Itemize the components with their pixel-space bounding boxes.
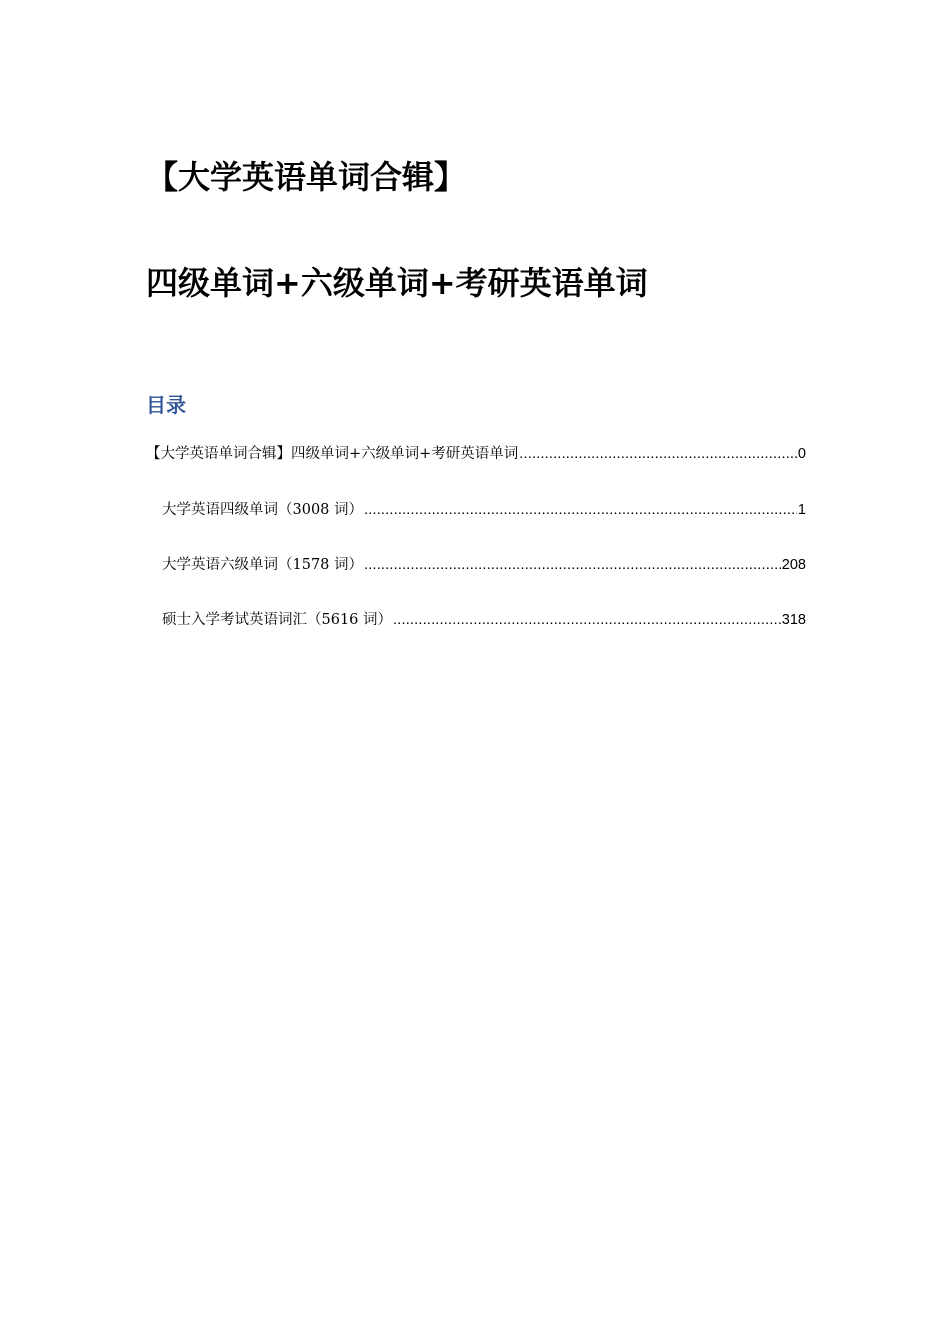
toc-entry-label: 大学英语四级单词（3008 词） [162, 502, 364, 518]
toc-entry[interactable] [162, 610, 806, 630]
toc-heading: 目录 [146, 393, 186, 417]
toc-dot-leader [519, 444, 797, 464]
toc-dot-leader [393, 610, 781, 630]
toc-entry-label: 【大学英语单词合辑】四级单词+六级单词+考研英语单词 [146, 446, 519, 462]
document-title-line-2: 四级单词+六级单词+考研英语单词 [146, 264, 648, 302]
toc-page-number: 0 [797, 446, 806, 462]
toc-entry-label: 硕士入学考试英语词汇（5616 词） [162, 612, 393, 628]
toc-entry[interactable] [162, 555, 806, 575]
toc-dot-leader [364, 555, 781, 575]
toc-entry-label: 大学英语六级单词（1578 词） [162, 557, 364, 573]
toc-page-number: 208 [781, 557, 806, 573]
toc-entry[interactable] [146, 444, 806, 464]
toc-entry[interactable] [162, 500, 806, 520]
document-title-line-1: 【大学英语单词合辑】 [146, 158, 467, 196]
toc-page-number: 318 [781, 612, 806, 628]
toc-dot-leader [364, 500, 797, 520]
toc-page-number: 1 [797, 502, 806, 518]
